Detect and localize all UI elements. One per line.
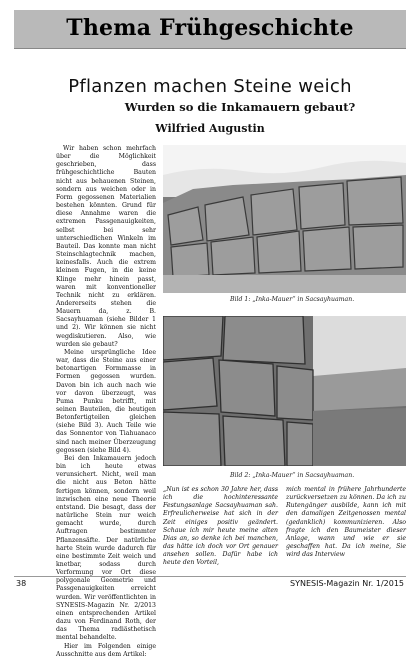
page-number: 38 bbox=[16, 579, 27, 588]
article-subtitle: Wurden so die Inkamauern gebaut? bbox=[124, 100, 356, 114]
body-paragraph: Meine ursprüngliche Idee war, dass die Steine aus einer betonartigen Formmasse in Formen gegossen wurden. Davon bin ich auch nach wie vor davon überzeugt, was Puma Punku betrifft, mit seinen Bauteilen, die heutigen Betonfertigteilen gleichen (siehe Bild 3). Auch Teile wie das Sonnentor von Tiahuanaco sind nach meiner Überzeugung gegossen (siehe Bild 4). bbox=[56, 348, 156, 454]
journal-issue: SYNESIS-Magazin Nr. 1/2015 bbox=[290, 579, 404, 588]
photo-inka-wall-2 bbox=[163, 316, 406, 466]
body-paragraph: Hier im Folgenden einige Ausschnitte aus dem Artikel: bbox=[56, 642, 156, 658]
quote-text-column: „Nun ist es schon 30 Jahre her, dass ich die hochinteressante Festungsanlage Sacsayhuaman sah. Erfreulicherweise hat sich in der Zeit einiges positiv geändert. Schaue ich mir heute meine alten Dias an, so denke ich bei manchen, das hätte ich doch vor Ort genauer ansehen sollen. Dafür habe ich heute den Vorteil, bbox=[163, 486, 278, 567]
image-caption: Bild 1: „Inka-Mauer“ in Sacsayhuaman. bbox=[230, 296, 355, 303]
body-text-column bbox=[56, 145, 156, 659]
body-paragraph: Wir haben schon mehrfach über die Möglichkeit geschrieben, dass frühgeschichtliche Bauten nicht aus behauenen Steinen, sondern aus weichen oder in Form gegossenen Materialien bestehen könnten. Grund für diese Annahme waren die extremen Passgenauigkeiten, selbst bei sehr unterschiedlichen Winkeln im Bauteil. Das konnte man nicht Steinschlagtechnik machen, keinesfalls. Auch die extrem kleinen Fugen, in die keine Klinge mehr hinein passt, waren mit konventioneller Technik nicht zu erklären. Andererseits stehen die Mauern da, z. B. Sacsayhuaman (siehe Bilder 1 und 2). Wir können sie nicht wegdiskutieren. Also, wie wurden sie gebaut? bbox=[56, 145, 156, 348]
photo-inka-wall-1 bbox=[163, 145, 406, 293]
section-header-bar bbox=[14, 10, 406, 49]
quote-text-column: mich mental in frühere Jahrhunderte zurückversetzen zu können. Da ich zu Rutengänger ausbilde, kann ich mit den damaligen Zeitgenossen mental (gedanklich) kommunizieren. Also fragte ich den Baumeister dieser Anlage, wann und wie er sie geschaffen hat. Da ich meine, Sie wird das Interview bbox=[286, 486, 406, 559]
image-caption: Bild 2: „Inka-Mauer“ in Sacsayhuaman. bbox=[230, 472, 355, 479]
article-author: Wilfried Augustin bbox=[155, 122, 265, 135]
body-paragraph: Bei den Inkamauern jedoch bin ich heute etwas verunsichert. Nicht, weil man die nicht aus Beton hätte fertigen können, sondern weil inzwischen eine neue Theorie entstand. Die besagt, dass der natürliche Stein nur weich gemacht wurde, durch Auftragen bestimmter Pflanzensäfte. Der natürliche harte Stein wurde dadurch für eine bestimmte Zeit weich und knetbar, sodass durch Verformung vor Ort diese polygonale Geometrie und Passgenauigkeiten erreicht wurden. Wir veröffentlichten in SYNESIS-Magazin Nr. 2/2013 einen entsprechenden Artikel dazu von Ferdinand Roth, der das Thema radiästhetisch mental behandelte. bbox=[56, 454, 156, 642]
section-title: Thema Frühgeschichte bbox=[66, 15, 354, 41]
footer-divider bbox=[14, 576, 406, 577]
article-title: Pflanzen machen Steine weich bbox=[68, 76, 352, 97]
